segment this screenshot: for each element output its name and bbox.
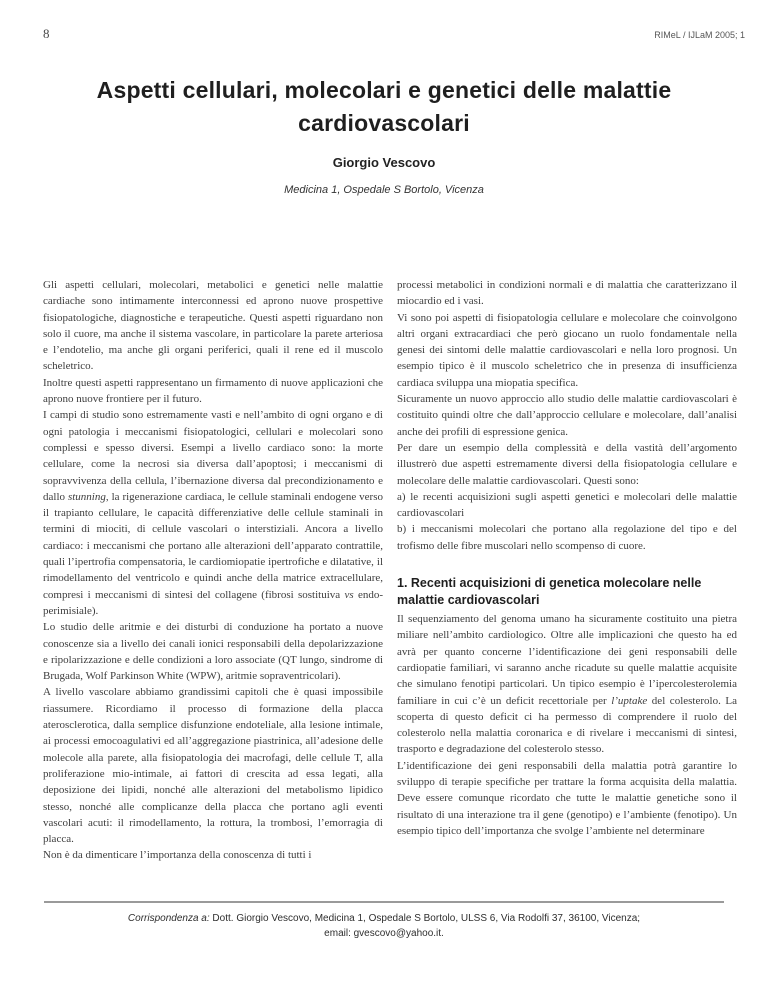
paragraph: a) le recenti acquisizioni sugli aspetti genetici e molecolari delle malattie cardiovascolari: [397, 490, 737, 520]
correspondence-line: Corrispondenza a: Dott. Giorgio Vescovo, Medicina 1, Ospedale S Bortolo, ULSS 6, Via Rodolfi 37, 36100, Vicenza;: [127, 913, 641, 924]
paragraph: Il sequenziamento del genoma umano ha sicuramente costituito una pietra miliare nell’ambito cardiologico. Oltre alle implicazioni che questo ha ed avrà per quanto concerne l’identificazione dei geni responsabili delle cardiopatie familiari, vi saranno anche ricadute su quelle malattie acquisite che simulano fenotipi particolari. Un tipico esempio è l’ipercolesterolemia familiare in cui c’è un deficit recettoriale per l’uptake del colesterolo. La scoperta di questo deficit ci ha permesso di comprendere il ruolo del colesterolo nella malattia coronarica e di rivelare i meccanismi di sintesi, trasporto e degradazione del colesterolo stesso.: [397, 613, 737, 756]
paragraph: Non è da dimenticare l’importanza della conoscenza di tutti i: [43, 849, 312, 862]
paragraph: Lo studio delle aritmie e dei disturbi di conduzione ha portato a nuove conoscenze sia a livello dei canali ionici responsabili della depolarizzazione e ripolarizzazione e delle condizioni a loro associate (QT lungo, sindrome di Brugada, Wolf Parkinson White (WPW), aritmie sopraventricolari).: [43, 621, 383, 683]
paragraph: Per dare un esempio della complessità e della vastità dell’argomento illustrerò due aspetti estremamente diversi della fisiopatologia cellulare e molecolare delle malattie cardiovascolari. Questi sono:: [397, 441, 737, 487]
running-head: [43, 26, 745, 42]
author-affiliation: Medicina 1, Ospedale S Bortolo, Vicenza: [284, 184, 484, 196]
article-title: Aspetti cellulari, molecolari e genetici delle malattie cardiovascolari: [96, 77, 672, 136]
paragraph: Inoltre questi aspetti rappresentano un firmamento di nuove applicazioni che aprono nuove frontiere per il futuro.: [43, 376, 383, 406]
article-body: [43, 277, 737, 864]
page-number: 8: [43, 26, 50, 41]
journal-reference: RIMeL / IJLaM 2005; 1: [654, 30, 745, 40]
paragraph: Gli aspetti cellulari, molecolari, metabolici e genetici nelle malattie cardiache sono intimamente interconnessi ed aprono nuove prospettive fisiopatologiche, diagnostiche e terapeutiche. Questi aspetti riguardano non solo il cuore, ma anche il sistema vascolare, in particolare la parete arteriosa e l’endotelio, ma anche gli organi periferici, quali il rene ed il muscolo scheletrico.: [43, 279, 383, 373]
left-column: [43, 277, 383, 864]
correspondence-email: email: gvescovo@yahoo.it.: [324, 927, 444, 939]
right-column: [397, 277, 737, 864]
paragraph: L’identificazione dei geni responsabili della malattia potrà garantire lo sviluppo di terapie specifiche per trattare la forma acquisita della malattia. Deve essere comunque ricordato che tutte le malattie genetiche sono il risultato di una interazione tra il gene (genotipo) e l’ambiente (fenotipo). Un esempio tipico dell’importanza che svolge l’ambiente nel determinare: [397, 759, 737, 837]
footer-divider: [44, 901, 724, 903]
paragraph: I campi di studio sono estremamente vasti e nell’ambito di ogni organo e di ogni patologia i meccanismi fisiopatologici, cellulari e molecolari sono complessi e spesso diversi. Esempi a livello cardiaco sono: la morte cellulare, come la necrosi sia diversa dall’apoptosi; i meccanismi di sopravvivenza della cellula, l’ibernazione diversa dal precondizionamento e dallo stunning, la rigenerazione cardiaca, le cellule staminali endogene verso il trapianto cellulare, le capacità differenziative delle cellule staminali in termini di miociti, di cellule vascolari o interstiziali. Ancora a livello cardiaco: i meccanismi che portano alle alterazioni dell’apparato contrattile, quali l’ipertrofia compensatoria, le cardiomiopatie ipertrofiche e dilatative, il rimodellamento del ventricolo e quindi anche della matrice extracellulare, compresi i meccanismi di sintesi del collagene (fibrosi sostituiva vs endo-perimisiale).: [43, 409, 383, 617]
paragraph: processi metabolici in condizioni normali e di malattia che caratterizzano il miocardio ed i vasi.: [397, 279, 737, 308]
author-name: Giorgio Vescovo: [332, 155, 436, 170]
paragraph: Vi sono poi aspetti di fisiopatologia cellulare e molecolare che coinvolgono altri organi extracardiaci che però giocano un ruolo fondamentale nella genesi dei sintomi delle malattie cardiovascolari e nella loro prognosi. Un esempio tipico è il muscolo scheletrico che in presenza di insufficienza cardiaca sviluppa una miopatia specifica.: [397, 311, 737, 389]
section-heading: 1. Recenti acquisizioni di genetica molecolare nelle malattie cardiovascolari: [397, 576, 702, 607]
paragraph: b) i meccanismi molecolari che portano alla regolazione del tipo e del trofismo delle fibre muscolari nello scompenso di cuore.: [397, 523, 737, 552]
paragraph: Sicuramente un nuovo approccio allo studio delle malattie cardiovascolari è costituito quindi oltre che dall’approccio cellulare e molecolare, dall’analisi anche dei profili di espressione genica.: [397, 393, 737, 438]
paragraph: A livello vascolare abbiamo grandissimi capitoli che è quasi impossibile riassumere. Ricordiamo il processo di formazione della placca aterosclerotica, dalla semplice disfunzione endoteliale, alla lesione intimale, ai processi emocoagulativi ed all’aggregazione piastrinica, all’adesione delle molecole alla parete, alla fisiopatologia dei macrofagi, delle cellule T, alla proliferazione mio-intimale, ai fattori di crescita ad essa legati, alla deposizione dei lipidi, nonché alle alterazioni del metabolismo lipidico stesso, nonché alle complicanze della placca che portano agli eventi vascolari acuti: il rimodellamento, la rottura, la trombosi, l’emorragia di placca.: [43, 686, 383, 846]
correspondence-footer: [0, 912, 768, 941]
